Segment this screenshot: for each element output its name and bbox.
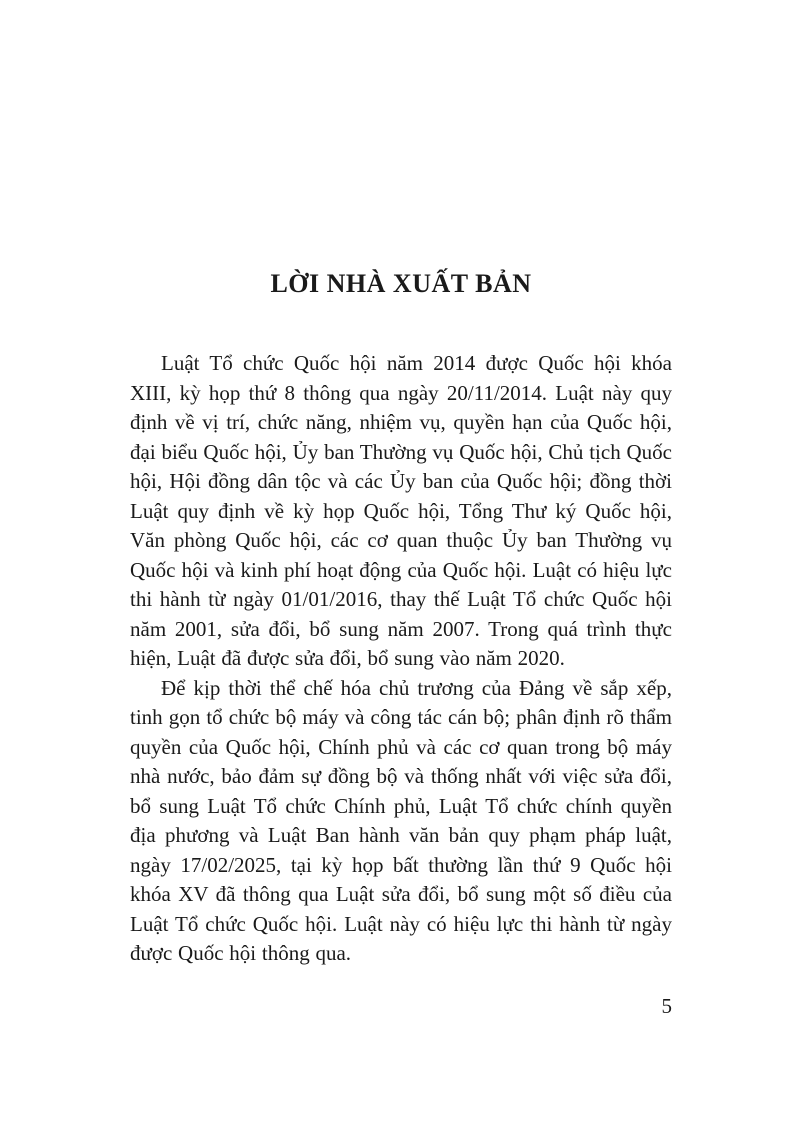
page-number: 5 — [661, 994, 672, 1018]
paragraph-2: Để kịp thời thể chế hóa chủ trương của Đảng về sắp xếp, tinh gọn tổ chức bộ máy và công tác cán bộ; phân định rõ thẩm quyền của Quốc hội, Chính phủ và các cơ quan trong bộ máy nhà nước, bảo đảm sự đồng bộ và thống nhất với việc sửa đổi, bổ sung Luật Tổ chức Chính phủ, Luật Tổ chức chính quyền địa phương và Luật Ban hành văn bản quy phạm pháp luật, ngày 17/02/2025, tại kỳ họp bất thường lần thứ 9 Quốc hội khóa XV đã thông qua Luật sửa đổi, bổ sung một số điều của Luật Tổ chức Quốc hội. Luật này có hiệu lực thi hành từ ngày được Quốc hội thông qua. — [130, 675, 672, 965]
page-title: LỜI NHÀ XUẤT BẢN — [270, 269, 532, 298]
body-text — [130, 349, 672, 969]
paragraph-1: Luật Tổ chức Quốc hội năm 2014 được Quốc hội khóa XIII, kỳ họp thứ 8 thông qua ngày 20/11/2014. Luật này quy định về vị trí, chức năng, nhiệm vụ, quyền hạn của Quốc hội, đại biểu Quốc hội, Ủy ban Thường vụ Quốc hội, Chủ tịch Quốc hội, Hội đồng dân tộc và các Ủy ban của Quốc hội; đồng thời Luật quy định về kỳ họp Quốc hội, Tổng Thư ký Quốc hội, Văn phòng Quốc hội, các cơ quan thuộc Ủy ban Thường vụ Quốc hội và kinh phí hoạt động của Quốc hội. Luật có hiệu lực thi hành từ ngày 01/01/2016, thay thế Luật Tổ chức Quốc hội năm 2001, sửa đổi, bổ sung năm 2007. Trong quá trình thực hiện, Luật đã được sửa đổi, bổ sung vào năm 2020. — [130, 351, 672, 670]
